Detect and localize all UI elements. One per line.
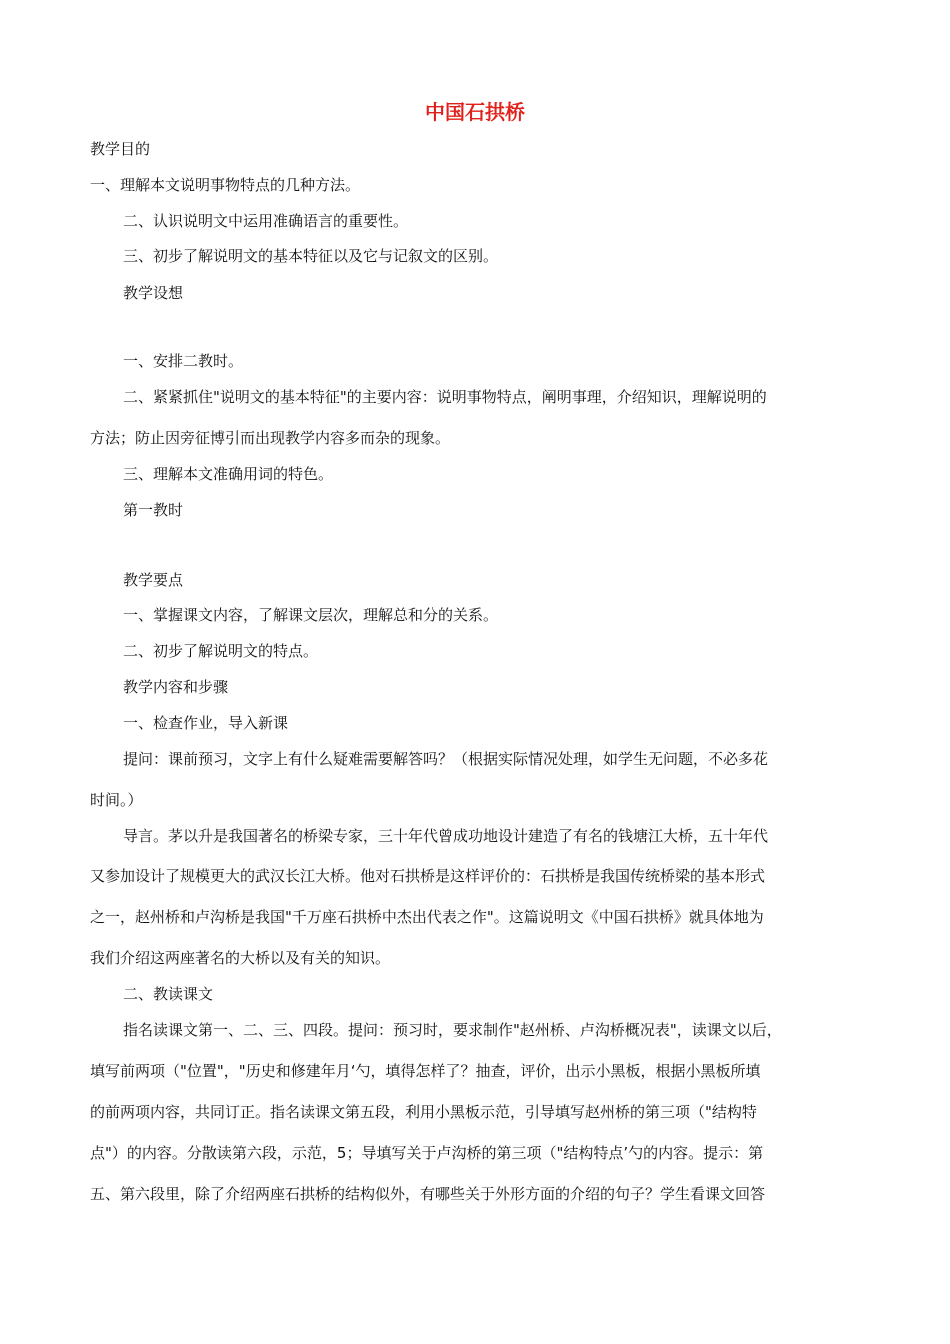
step-2: 二、教读课文 [123, 985, 214, 1003]
heading-teaching-plan: 教学设想 [123, 284, 184, 302]
reading-paragraph-line-3: 的前两项内容，共同订正。指名读课文第五段，利用小黑板示范，引导填写赵州桥的第三项（"结构特 [90, 1103, 757, 1121]
plan-2: 二、紧紧抓住"说明文的基本特征"的主要内容：说明事物特点，阐明事理，介绍知识，理解说明的 [123, 388, 767, 406]
heading-key-points: 教学要点 [123, 571, 184, 589]
goal-1: 一、理解本文说明事物特点的几种方法。 [90, 176, 361, 194]
heading-first-lesson: 第一教时 [123, 501, 184, 519]
document-title: 中国石拱桥 [425, 100, 525, 124]
plan-1: 一、安排二教时。 [123, 352, 244, 370]
reading-paragraph-line-2: 填写前两项（"位置"，"历史和修建年月‘勺，填得怎样了？抽查，评价，出示小黑板，根据小黑板所填 [90, 1062, 761, 1080]
question-paragraph-line-1: 提问：课前预习，文字上有什么疑难需要解答吗？（根据实际情况处理，如学生无问题，不必多花 [123, 750, 769, 768]
plan-2-cont: 方法；防止因旁征博引而出现教学内容多而杂的现象。 [90, 429, 451, 447]
intro-paragraph-line-1: 导言。茅以升是我国著名的桥梁专家，三十年代曾成功地设计建造了有名的钱塘江大桥，五十年代 [123, 827, 769, 845]
reading-paragraph-line-5: 五、第六段里，除了介绍两座石拱桥的结构似外，有哪些关于外形方面的介绍的句子？学生看课文回答 [90, 1185, 766, 1203]
goal-2: 二、认识说明文中运用准确语言的重要性。 [123, 212, 409, 230]
heading-content-steps: 教学内容和步骤 [123, 678, 229, 696]
intro-paragraph-line-3: 之一，赵州桥和卢沟桥是我国"千万座石拱桥中杰出代表之作"。这篇说明文《中国石拱桥》就具体地为 [90, 908, 764, 926]
heading-teaching-goals: 教学目的 [90, 140, 151, 158]
intro-paragraph-line-4: 我们介绍这两座著名的大桥以及有关的知识。 [90, 949, 391, 967]
key-point-1: 一、掌握课文内容，了解课文层次，理解总和分的关系。 [123, 606, 499, 624]
intro-paragraph-line-2: 又参加设计了规模更大的武汉长江大桥。他对石拱桥是这样评价的：石拱桥是我国传统桥梁的基本形式 [90, 867, 766, 885]
step-1: 一、检查作业，导入新课 [123, 714, 289, 732]
reading-paragraph-line-1: 指名读课文第一、二、三、四段。提问：预习时，要求制作"赵州桥、卢沟桥概况表"，读课文以后， [123, 1021, 782, 1039]
key-point-2: 二、初步了解说明文的特点。 [123, 642, 319, 660]
reading-paragraph-line-4: 点"）的内容。分散读第六段，示范，5；导填写关于卢沟桥的第三项（"结构特点’勺的内容。提示：第 [90, 1144, 764, 1162]
question-paragraph-line-2: 时间。） [90, 791, 143, 809]
plan-3: 三、理解本文准确用词的特色。 [123, 465, 334, 483]
goal-3: 三、初步了解说明文的基本特征以及它与记叙文的区别。 [123, 247, 499, 265]
